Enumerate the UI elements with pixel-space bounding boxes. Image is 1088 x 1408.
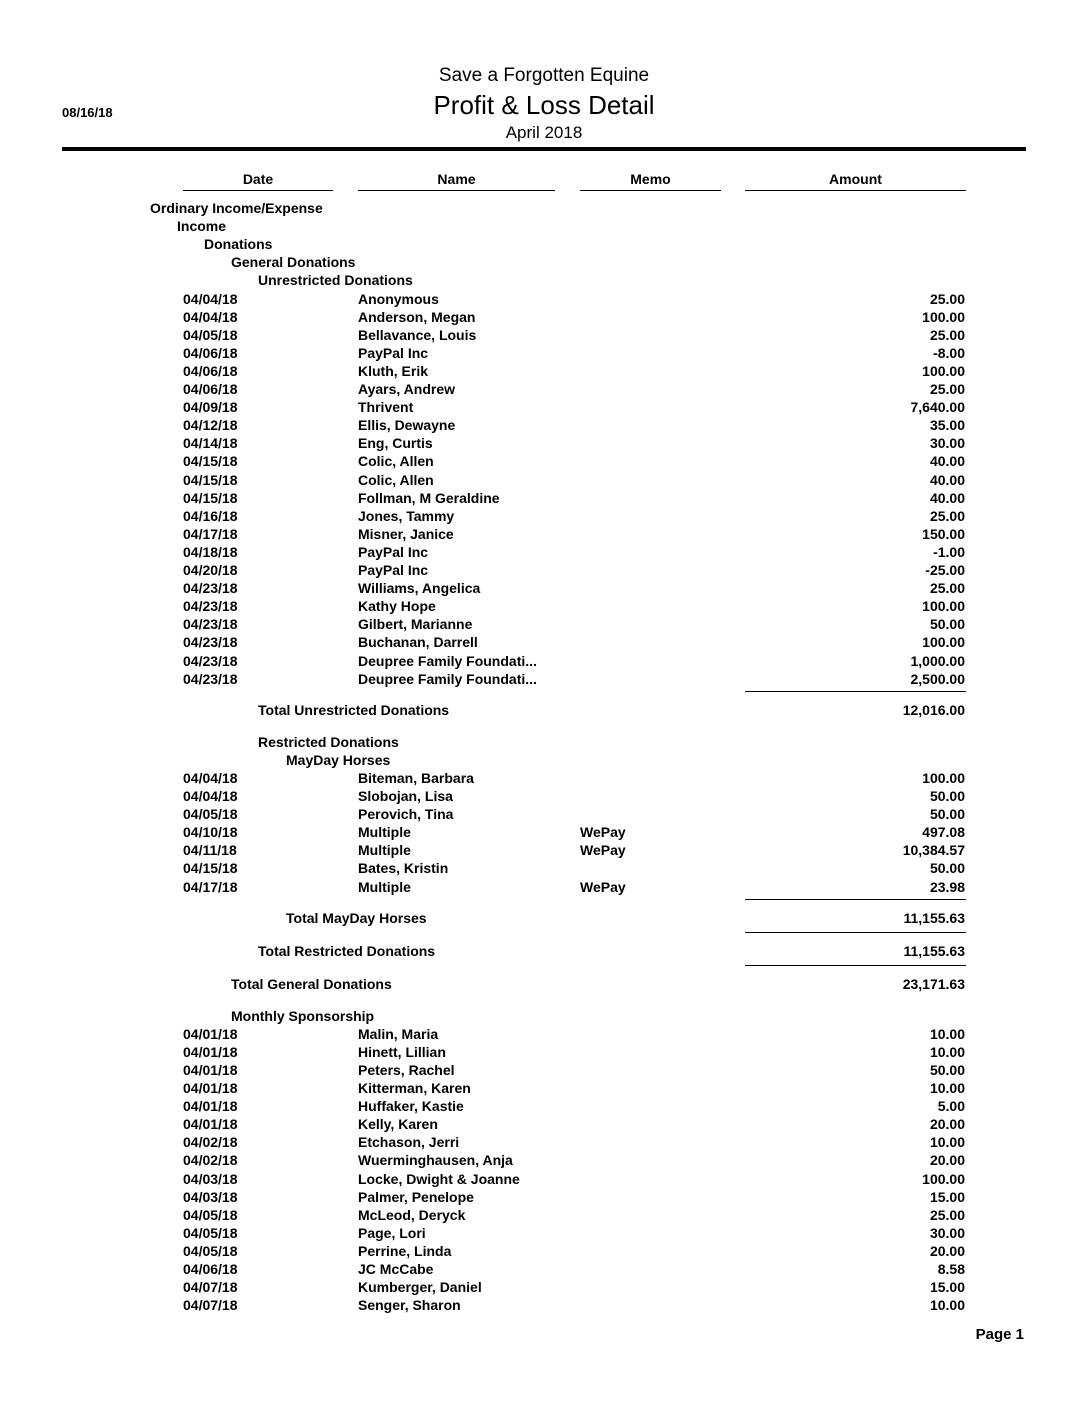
txn-date: 04/05/18	[183, 1206, 238, 1223]
txn-name: Locke, Dwight & Joanne	[358, 1170, 520, 1187]
transaction-row	[0, 806, 1088, 824]
txn-name: Kluth, Erik	[358, 362, 429, 379]
section-label: General Donations	[231, 254, 356, 271]
section-total-row	[0, 943, 1088, 961]
txn-amount: 15.00	[929, 1188, 965, 1205]
section-header	[0, 272, 1088, 290]
txn-amount: 15.00	[929, 1279, 965, 1296]
txn-date: 04/06/18	[183, 1261, 238, 1277]
transaction-row	[0, 490, 1088, 508]
txn-date: 04/06/18	[183, 362, 238, 379]
txn-name: Deupree Family Foundati...	[358, 670, 537, 687]
txn-amount: 25.00	[929, 1206, 965, 1223]
txn-name: Malin, Maria	[358, 1025, 439, 1042]
txn-date: 04/18/18	[183, 543, 238, 560]
section-label: MayDay Horses	[286, 751, 391, 768]
transaction-row	[0, 1116, 1088, 1134]
txn-date: 04/01/18	[183, 1116, 238, 1133]
txn-amount: 10.00	[929, 1043, 965, 1060]
txn-date: 04/04/18	[183, 788, 238, 804]
txn-date: 04/11/18	[183, 842, 237, 859]
transaction-row	[0, 526, 1088, 544]
print-date: 08/16/18	[62, 105, 113, 120]
txn-amount: 20.00	[929, 1116, 965, 1133]
txn-date: 04/17/18	[183, 525, 238, 542]
total-label: Total Unrestricted Donations	[258, 701, 450, 718]
transaction-row	[0, 1189, 1088, 1207]
txn-amount: 40.00	[929, 489, 965, 506]
column-header-memo	[580, 171, 721, 187]
report-period: April 2018	[505, 123, 583, 142]
txn-amount: 100.00	[922, 598, 965, 615]
transaction-row	[0, 788, 1088, 806]
txn-amount: 40.00	[929, 471, 965, 488]
txn-name: Misner, Janice	[358, 525, 454, 542]
transaction-row	[0, 824, 1088, 842]
txn-name: Multiple	[358, 824, 411, 841]
txn-name: Kathy Hope	[358, 598, 436, 615]
txn-amount: 25.00	[929, 326, 965, 343]
txn-amount: 20.00	[929, 1152, 965, 1169]
txn-name: Huffaker, Kastie	[358, 1098, 464, 1115]
txn-name: Kumberger, Daniel	[358, 1279, 482, 1296]
column-underline	[745, 190, 966, 191]
txn-amount: 25.00	[929, 507, 965, 524]
section-header	[0, 752, 1088, 770]
header-divider	[62, 147, 1026, 151]
txn-name: McLeod, Deryck	[358, 1206, 466, 1223]
txn-amount: -8.00	[933, 344, 965, 361]
transaction-row	[0, 1207, 1088, 1225]
transaction-row	[0, 399, 1088, 417]
txn-amount: 7,640.00	[910, 399, 965, 416]
transaction-row	[0, 1261, 1088, 1279]
txn-amount: 10.00	[929, 1080, 965, 1096]
total-amount: 12,016.00	[902, 701, 965, 718]
total-label: Total MayDay Horses	[286, 909, 427, 926]
transaction-row	[0, 770, 1088, 788]
txn-date: 04/20/18	[183, 562, 238, 578]
txn-amount: 23.98	[929, 878, 965, 895]
txn-date: 04/23/18	[183, 670, 238, 687]
txn-date: 04/03/18	[183, 1170, 238, 1187]
txn-amount: 100.00	[922, 308, 965, 325]
txn-date: 04/12/18	[183, 417, 238, 434]
transaction-row	[0, 842, 1088, 860]
txn-name: Ellis, Dewayne	[358, 417, 456, 434]
transaction-row	[0, 860, 1088, 878]
section-header	[0, 1008, 1088, 1026]
txn-amount: 100.00	[922, 1170, 965, 1187]
txn-date: 04/23/18	[183, 634, 238, 651]
txn-amount: 10,384.57	[902, 842, 965, 859]
txn-date: 04/07/18	[183, 1279, 238, 1296]
txn-name: Wuerminghausen, Anja	[358, 1152, 513, 1169]
section-total-row	[0, 702, 1088, 720]
column-header-date-label: Date	[242, 171, 274, 187]
section-header	[0, 254, 1088, 272]
column-underline	[358, 190, 555, 191]
txn-date: 04/06/18	[183, 381, 238, 397]
section-label: Donations	[204, 236, 273, 253]
txn-amount: 50.00	[929, 616, 965, 633]
column-header-amount	[745, 171, 966, 187]
txn-name: Thrivent	[358, 399, 414, 416]
total-rule	[745, 965, 966, 966]
transaction-row	[0, 580, 1088, 598]
company-name: Save a Forgotten Equine	[438, 65, 650, 86]
txn-date: 04/04/18	[183, 769, 238, 786]
txn-date: 04/02/18	[183, 1152, 238, 1169]
txn-date: 04/04/18	[183, 308, 238, 325]
txn-amount: 50.00	[929, 788, 965, 804]
txn-date: 04/01/18	[183, 1080, 238, 1096]
txn-name: Biteman, Barbara	[358, 769, 474, 786]
total-label: Total General Donations	[231, 975, 392, 992]
transaction-row	[0, 363, 1088, 381]
txn-name: Peters, Rachel	[358, 1061, 455, 1078]
txn-amount: -25.00	[925, 562, 965, 578]
txn-date: 04/09/18	[183, 399, 238, 416]
transaction-row	[0, 1044, 1088, 1062]
txn-date: 04/23/18	[183, 652, 238, 669]
txn-name: PayPal Inc	[358, 562, 429, 578]
section-header	[0, 200, 1088, 218]
total-rule	[745, 691, 966, 692]
txn-amount: 150.00	[922, 525, 965, 542]
section-label: Monthly Sponsorship	[231, 1007, 375, 1024]
transaction-row	[0, 453, 1088, 471]
total-amount: 11,155.63	[903, 942, 965, 959]
txn-name: PayPal Inc	[358, 543, 429, 560]
report-title: Profit & Loss Detail	[433, 90, 655, 120]
txn-date: 04/05/18	[183, 1224, 238, 1241]
section-label: Ordinary Income/Expense	[150, 200, 323, 216]
column-underline	[183, 190, 333, 191]
transaction-row	[0, 508, 1088, 526]
txn-amount: 20.00	[929, 1242, 965, 1259]
txn-name: Bates, Kristin	[358, 860, 449, 877]
txn-date: 04/05/18	[183, 326, 238, 343]
txn-name: Jones, Tammy	[358, 507, 455, 524]
transaction-row	[0, 1225, 1088, 1243]
txn-name: Ayars, Andrew	[358, 381, 455, 397]
txn-amount: 1,000.00	[910, 652, 965, 669]
transaction-row	[0, 1026, 1088, 1044]
txn-amount: 100.00	[922, 769, 965, 786]
txn-date: 04/15/18	[183, 860, 238, 877]
txn-name: Slobojan, Lisa	[358, 788, 453, 804]
txn-name: Follman, M Geraldine	[358, 489, 500, 506]
txn-amount: -1.00	[933, 543, 965, 560]
txn-amount: 25.00	[929, 381, 965, 397]
txn-date: 04/05/18	[183, 1242, 238, 1259]
txn-date: 04/01/18	[183, 1025, 238, 1042]
txn-amount: 50.00	[929, 1061, 965, 1078]
txn-name: Senger, Sharon	[358, 1297, 461, 1314]
txn-name: Multiple	[358, 842, 411, 859]
txn-name: Bellavance, Louis	[358, 326, 477, 343]
txn-name: Deupree Family Foundati...	[358, 652, 537, 669]
txn-date: 04/06/18	[183, 344, 238, 361]
txn-name: Eng, Curtis	[358, 435, 433, 452]
total-label: Total Restricted Donations	[258, 942, 436, 959]
transaction-row	[0, 1080, 1088, 1098]
txn-amount: 8.58	[937, 1261, 965, 1277]
total-amount: 23,171.63	[902, 975, 965, 992]
txn-date: 04/15/18	[183, 471, 238, 488]
txn-date: 04/04/18	[183, 290, 238, 307]
txn-amount: 10.00	[929, 1297, 965, 1314]
txn-name: Page, Lori	[358, 1224, 426, 1241]
txn-name: Gilbert, Marianne	[358, 616, 473, 633]
txn-amount: 10.00	[929, 1134, 965, 1151]
column-underline	[580, 190, 721, 191]
txn-memo: WePay	[580, 842, 626, 859]
section-label: Restricted Donations	[258, 733, 399, 750]
transaction-row	[0, 1152, 1088, 1170]
txn-date: 04/03/18	[183, 1188, 238, 1205]
transaction-row	[0, 327, 1088, 345]
transaction-row	[0, 1297, 1088, 1315]
txn-amount: 35.00	[929, 417, 965, 434]
transaction-row	[0, 435, 1088, 453]
transaction-row	[0, 598, 1088, 616]
txn-date: 04/17/18	[183, 878, 238, 895]
total-rule	[745, 899, 966, 900]
txn-name: PayPal Inc	[358, 344, 429, 361]
column-header-name	[358, 171, 555, 187]
txn-date: 04/23/18	[183, 598, 238, 615]
total-rule	[745, 932, 966, 933]
transaction-row	[0, 671, 1088, 689]
txn-amount: 100.00	[922, 634, 965, 651]
txn-name: Perrine, Linda	[358, 1242, 452, 1259]
transaction-row	[0, 544, 1088, 562]
txn-date: 04/07/18	[183, 1297, 238, 1314]
column-header-name-label: Name	[437, 171, 476, 187]
transaction-row	[0, 381, 1088, 399]
txn-amount: 497.08	[922, 824, 965, 841]
txn-name: JC McCabe	[358, 1261, 434, 1277]
section-label: Income	[177, 218, 227, 235]
txn-amount: 5.00	[937, 1098, 965, 1115]
txn-amount: 10.00	[929, 1025, 965, 1042]
txn-date: 04/23/18	[183, 580, 238, 597]
transaction-row	[0, 417, 1088, 435]
transaction-row	[0, 562, 1088, 580]
txn-amount: 30.00	[929, 1224, 965, 1241]
txn-amount: 100.00	[922, 362, 965, 379]
section-total-row	[0, 976, 1088, 994]
txn-name: Anderson, Megan	[358, 308, 476, 325]
txn-name: Kelly, Karen	[358, 1116, 438, 1133]
column-header-amount-label: Amount	[829, 171, 882, 187]
txn-name: Colic, Allen	[358, 471, 434, 488]
txn-name: Multiple	[358, 878, 411, 895]
txn-amount: 2,500.00	[910, 670, 965, 687]
transaction-row	[0, 653, 1088, 671]
section-header	[0, 236, 1088, 254]
transaction-row	[0, 879, 1088, 897]
txn-name: Etchason, Jerri	[358, 1134, 460, 1151]
transaction-row	[0, 616, 1088, 634]
txn-amount: 50.00	[929, 806, 965, 823]
transaction-row	[0, 1134, 1088, 1152]
txn-name: Perovich, Tina	[358, 806, 454, 823]
txn-date: 04/01/18	[183, 1043, 238, 1060]
txn-date: 04/23/18	[183, 616, 238, 633]
transaction-row	[0, 1243, 1088, 1261]
txn-date: 04/05/18	[183, 806, 238, 823]
txn-date: 04/01/18	[183, 1098, 238, 1115]
txn-memo: WePay	[580, 824, 626, 841]
column-header-date	[183, 171, 333, 187]
section-label: Unrestricted Donations	[258, 272, 413, 289]
txn-date: 04/10/18	[183, 824, 238, 841]
txn-amount: 50.00	[929, 860, 965, 877]
txn-amount: 30.00	[929, 435, 965, 452]
transaction-row	[0, 472, 1088, 490]
txn-date: 04/16/18	[183, 507, 238, 524]
txn-name: Anonymous	[358, 290, 439, 307]
transaction-row	[0, 1098, 1088, 1116]
txn-amount: 40.00	[929, 453, 965, 470]
txn-name: Williams, Angelica	[358, 580, 481, 597]
txn-date: 04/15/18	[183, 453, 238, 470]
txn-date: 04/02/18	[183, 1134, 238, 1151]
txn-name: Hinett, Lillian	[358, 1043, 446, 1060]
txn-name: Palmer, Penelope	[358, 1188, 474, 1205]
transaction-row	[0, 1171, 1088, 1189]
txn-amount: 25.00	[929, 290, 965, 307]
txn-date: 04/01/18	[183, 1061, 238, 1078]
total-amount: 11,155.63	[903, 909, 965, 926]
txn-memo: WePay	[580, 878, 626, 895]
transaction-row	[0, 291, 1088, 309]
txn-amount: 25.00	[929, 580, 965, 597]
txn-date: 04/14/18	[183, 435, 238, 452]
txn-name: Kitterman, Karen	[358, 1080, 471, 1096]
txn-name: Colic, Allen	[358, 453, 434, 470]
column-header-memo-label: Memo	[630, 171, 671, 187]
section-header	[0, 218, 1088, 236]
transaction-row	[0, 345, 1088, 363]
transaction-row	[0, 309, 1088, 327]
section-total-row	[0, 910, 1088, 928]
txn-date: 04/15/18	[183, 489, 238, 506]
page-number: Page 1	[975, 1326, 1024, 1343]
txn-name: Buchanan, Darrell	[358, 634, 478, 651]
transaction-row	[0, 1279, 1088, 1297]
transaction-row	[0, 1062, 1088, 1080]
transaction-row	[0, 634, 1088, 652]
section-header	[0, 734, 1088, 752]
